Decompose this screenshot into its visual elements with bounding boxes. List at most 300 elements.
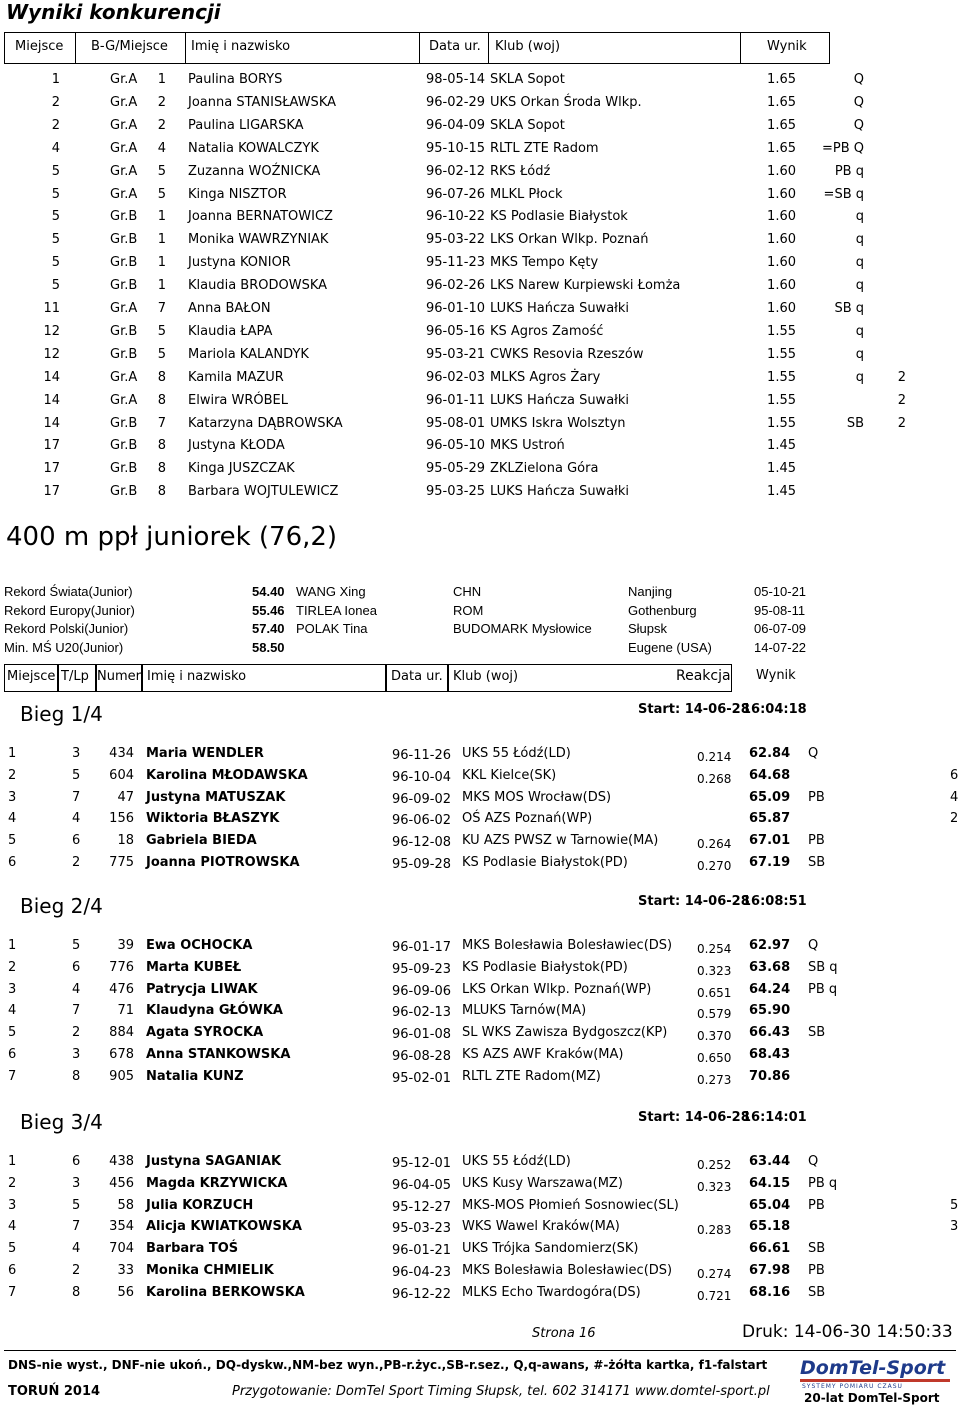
club-cell: LKS Orkan Wlkp. Poznań [490,232,649,248]
group-place-cell: 2 [157,94,166,110]
record-holder: TIRLEA Ionea [296,602,377,618]
record-time: 54.40 [252,584,285,599]
lane-cell: 2 [72,1025,81,1041]
birth-cell: 95-08-01 [426,415,486,431]
group-cell: Gr.A [110,72,138,87]
reaction-cell: 0.323 [697,1179,732,1194]
table-row [0,1241,960,1263]
number-cell: 775 [109,855,134,870]
birth-cell: 95-05-29 [426,461,486,477]
club-cell: KS Podlasie Białystok(PD) [462,855,628,870]
result-cell: 1.45 [767,461,796,477]
record-label: Min. MŚ U20(Junior) [4,639,124,655]
note-cell: Q [808,746,819,761]
reaction-cell: 0.579 [697,1007,732,1022]
place-cell: 4 [8,811,17,827]
group-cell: Gr.A [110,117,138,133]
page-number: Strona 16 [532,1326,596,1341]
name-cell: Magda KRZYWICKA [146,1175,288,1191]
group-place-cell: 1 [157,72,166,87]
col-header-birth-2: Data ur. [386,664,448,692]
heat-title: Bieg 3/4 [20,1110,103,1134]
result-cell: 65.09 [749,789,791,805]
col-header-club: Klub (woj) [495,39,561,54]
reaction-cell: 0.370 [697,1029,732,1044]
note-cell: Q [808,938,819,953]
place-cell: 7 [8,1284,17,1300]
name-cell: Anna STANKOWSKA [146,1047,291,1062]
birth-cell: 96-01-21 [392,1243,452,1259]
place-cell: 5 [8,1025,17,1041]
group-cell: Gr.A [110,140,138,156]
place-cell: 14 [43,369,60,385]
group-place-cell: 8 [157,392,166,408]
table-row [0,1263,960,1285]
place-cell: 4 [51,140,60,156]
result-cell: 64.68 [749,767,791,783]
record-time: 57.40 [252,621,285,637]
group-place-cell: 8 [157,369,166,385]
record-place: Słupsk [628,621,668,637]
group-place-cell: 1 [157,209,166,225]
club-cell: UKS Kusy Warszawa(MZ) [462,1175,623,1191]
birth-cell: 96-12-08 [392,835,452,851]
club-cell: MKS MOS Wrocław(DS) [462,789,612,805]
group-place-cell: 7 [157,301,166,316]
number-cell: 434 [109,746,134,761]
domtel-logo [796,1355,956,1405]
group-cell: Gr.B [110,438,138,454]
result-cell: 62.97 [749,938,791,953]
table-row [0,209,960,231]
club-cell: KKL Kielce(SK) [462,767,557,783]
table-row [0,982,960,1004]
birth-cell: 96-06-02 [392,813,452,829]
result-cell: 1.55 [767,369,796,385]
result-cell: 1.60 [767,232,796,248]
club-cell: MLKL Płock [490,186,563,202]
table-row [0,833,960,855]
table-row [0,72,960,94]
place-cell: 5 [51,163,60,179]
club-cell: LUKS Hańcza Suwałki [490,301,629,316]
birth-cell: 95-12-01 [392,1156,452,1171]
table-row [0,324,960,346]
table-row [0,938,960,960]
result-cell: 62.84 [749,746,791,761]
record-holder: POLAK Tina [296,621,368,637]
reaction-cell: 0.323 [697,963,732,978]
name-cell: Kamila MAZUR [188,369,284,385]
club-cell: KU AZS PWSZ w Tarnowie(MA) [462,833,659,849]
name-cell: Zuzanna WOŹNICKA [188,163,321,179]
result-cell: 1.60 [767,278,796,294]
logo-tagline: 20-lat DomTel-Sport [804,1391,940,1405]
record-date: 95-08-11 [754,602,806,618]
table-row [0,768,960,790]
club-cell: WKS Wawel Kraków(MA) [462,1219,620,1235]
lane-cell: 4 [72,981,81,997]
place-cell: 5 [51,255,60,271]
points-cell: 4 [950,789,959,805]
note-cell: PB [808,833,825,849]
note-cell: Q [853,117,864,133]
record-date: 06-07-09 [754,621,807,637]
number-cell: 18 [117,833,134,849]
name-cell: Kinga NISZTOR [188,186,287,202]
record-place: Eugene (USA) [628,639,712,655]
place-cell: 4 [8,1219,17,1235]
birth-cell: 96-01-11 [426,392,486,408]
number-cell: 156 [109,811,134,827]
group-cell: Gr.A [110,163,138,179]
name-cell: Joanna BERNATOWICZ [188,209,333,225]
legend-text: DNS-nie wyst., DNF-nie ukoń., DQ-dyskw.,NM-bez wyn.,PB-r.życ.,SB-r.sez., Q,q-awans, #-żółta kartka, f1-falstart [8,1358,768,1372]
note-cell: q [855,346,864,362]
name-cell: Klaudia BRODOWSKA [188,278,328,294]
note-cell: q [855,278,864,294]
note-cell: SB [846,415,864,431]
number-cell: 33 [117,1263,134,1278]
note-cell: q [855,232,864,248]
record-row [0,640,960,658]
name-cell: Paulina LIGARSKA [188,117,304,133]
number-cell: 678 [109,1047,134,1062]
city-year: TORUŃ 2014 [8,1384,101,1399]
table-row [0,278,960,300]
record-date: 05-10-21 [754,584,807,599]
number-cell: 39 [117,938,134,953]
place-cell: 5 [8,833,17,849]
club-cell: KS AZS AWF Kraków(MA) [462,1047,624,1062]
place-cell: 1 [8,1154,17,1169]
table-row [0,960,960,982]
result-cell: 1.60 [767,255,796,271]
table-row [0,416,960,438]
note-cell: SB q [808,959,838,975]
table-row [0,370,960,392]
lane-cell: 5 [72,938,81,953]
col-header-place-2: Miejsce [4,664,58,692]
place-cell: 6 [8,1263,17,1278]
table-row [0,1025,960,1047]
group-place-cell: 8 [157,484,166,500]
table-row [0,484,960,506]
result-cell: 68.43 [749,1047,791,1062]
club-cell: MKS-MOS Płomień Sosnowiec(SL) [462,1197,679,1213]
table-row [0,461,960,483]
result-cell: 70.86 [749,1068,791,1084]
group-cell: Gr.B [110,323,138,339]
birth-cell: 96-12-22 [392,1286,452,1302]
group-cell: Gr.A [110,94,138,110]
place-cell: 6 [8,855,17,870]
name-cell: Klaudia ŁAPA [188,323,273,339]
club-cell: LUKS Hańcza Suwałki [490,484,629,500]
table-row [0,118,960,140]
note-cell: =PB Q [821,140,864,156]
place-cell: 11 [43,301,60,316]
place-cell: 14 [43,415,60,431]
name-cell: Anna BAŁON [188,301,271,316]
record-date: 14-07-22 [754,639,807,655]
logo-sub-text: SYSTEMY POMIARU CZASU [802,1383,903,1390]
result-cell: 1.55 [767,323,796,339]
birth-cell: 96-02-12 [426,163,486,179]
table-row [0,1154,960,1176]
club-cell: KS Podlasie Białystok(PD) [462,959,628,975]
name-cell: Barbara TOŚ [146,1241,239,1257]
name-cell: Maria WENDLER [146,746,264,761]
result-cell: 1.55 [767,346,796,362]
name-cell: Karolina BERKOWSKA [146,1284,305,1300]
group-place-cell: 7 [157,415,166,431]
lane-cell: 7 [72,1219,81,1235]
name-cell: Ewa OCHOCKA [146,938,253,953]
birth-cell: 96-02-13 [392,1005,452,1021]
group-cell: Gr.B [110,461,138,477]
note-cell: =SB q [823,186,864,202]
birth-cell: 95-12-27 [392,1199,452,1215]
number-cell: 58 [117,1197,134,1213]
birth-cell: 96-02-29 [426,94,486,110]
name-cell: Julia KORZUCH [146,1197,254,1213]
result-cell: 64.24 [749,981,791,997]
club-cell: MLKS Echo Twardogóra(DS) [462,1284,641,1300]
place-cell: 1 [51,72,60,87]
number-cell: 438 [109,1154,134,1169]
record-club: ROM [453,602,484,618]
result-cell: 65.87 [749,811,791,827]
col-header-group: B-G/Miejsce [91,39,168,54]
name-cell: Wiktoria BŁASZYK [146,811,280,827]
group-cell: Gr.A [110,369,138,385]
name-cell: Gabriela BIEDA [146,833,257,849]
number-cell: 704 [109,1241,134,1257]
number-cell: 604 [109,767,134,783]
result-cell: 67.01 [749,833,791,849]
place-cell: 1 [8,938,17,953]
record-place: Nanjing [628,584,673,599]
birth-cell: 95-10-15 [426,140,486,156]
birth-cell: 96-04-23 [392,1265,452,1280]
result-cell: 1.55 [767,415,796,431]
group-cell: Gr.A [110,392,138,408]
reaction-cell: 0.283 [697,1223,732,1238]
lane-cell: 5 [72,1197,81,1213]
group-place-cell: 4 [157,140,166,156]
lane-cell: 2 [72,855,81,870]
name-cell: Justyna SAGANIAK [146,1154,282,1169]
lane-cell: 3 [72,1175,81,1191]
record-label: Rekord Świata(Junior) [4,584,133,599]
birth-cell: 95-03-21 [426,346,486,362]
club-cell: KS Agros Zamość [490,323,604,339]
extra-cell: 2 [897,415,906,431]
name-cell: Marta KUBEŁ [146,959,242,975]
col-header-lane: T/Lp [58,664,96,692]
place-cell: 12 [43,323,60,339]
record-row [0,584,960,602]
table-row [0,438,960,460]
place-cell: 12 [43,346,60,362]
group-cell: Gr.B [110,346,138,362]
heat-start-time: 16:08:51 [742,894,807,909]
name-cell: Elwira WRÓBEL [188,392,289,408]
group-place-cell: 1 [157,232,166,248]
group-cell: Gr.B [110,415,138,431]
club-cell: UKS Orkan Środa Wlkp. [490,94,642,110]
birth-cell: 96-01-08 [392,1027,452,1043]
birth-cell: 96-11-26 [392,748,452,763]
number-cell: 71 [117,1003,134,1019]
birth-cell: 96-02-26 [426,278,486,294]
result-cell: 67.98 [749,1263,791,1278]
group-place-cell: 5 [157,323,166,339]
place-cell: 17 [43,461,60,477]
club-cell: MLUKS Tarnów(MA) [462,1003,587,1019]
birth-cell: 96-04-09 [426,117,486,133]
club-cell: MKS Ustroń [490,438,565,454]
group-cell: Gr.B [110,484,138,500]
reaction-cell: 0.264 [697,837,732,852]
col-header-place: Miejsce [15,39,64,54]
group-place-cell: 8 [157,461,166,477]
note-cell: PB [808,1197,825,1213]
club-cell: LUKS Hańcza Suwałki [490,392,629,408]
record-club: BUDOMARK Mysłowice [453,621,592,637]
club-cell: RKS Łódź [490,163,551,179]
prepared-by: Przygotowanie: DomTel Sport Timing Słupsk, tel. 602 314171 www.domtel-sport.pl [232,1384,770,1399]
place-cell: 2 [8,1175,17,1191]
table-row [0,1176,960,1198]
place-cell: 17 [43,484,60,500]
name-cell: Monika CHMIELIK [146,1263,274,1278]
place-cell: 5 [51,232,60,248]
reaction-cell: 0.214 [697,750,732,764]
club-cell: KS Podlasie Białystok [490,209,628,225]
group-cell: Gr.B [110,278,138,294]
note-cell: Q [808,1154,819,1169]
club-cell: OŚ AZS Poznań(WP) [462,811,593,827]
note-cell: PB q [808,981,838,997]
club-cell: UKS Trójka Sandomierz(SK) [462,1241,639,1257]
birth-cell: 95-02-01 [392,1070,452,1086]
place-cell: 5 [51,186,60,202]
birth-cell: 96-01-10 [426,301,486,316]
result-cell: 1.65 [767,94,796,110]
result-cell: 1.45 [767,438,796,454]
table-row [0,393,960,415]
club-cell: MKS Bolesławia Bolesławiec(DS) [462,1263,673,1278]
table-row [0,1198,960,1220]
name-cell: Klaudyna GŁÓWKA [146,1003,283,1019]
table-row [0,790,960,812]
reaction-cell: 0.252 [697,1158,732,1172]
note-cell: PB q [808,1175,838,1191]
table-row [0,1003,960,1025]
birth-cell: 96-10-22 [426,209,486,225]
result-cell: 65.90 [749,1003,791,1019]
note-cell: q [855,369,864,385]
lane-cell: 6 [72,959,81,975]
club-cell: UKS 55 Łódź(LD) [462,746,571,761]
birth-cell: 95-11-23 [426,255,486,271]
lane-cell: 4 [72,811,81,827]
place-cell: 14 [43,392,60,408]
group-place-cell: 5 [157,346,166,362]
lane-cell: 3 [72,1047,81,1062]
note-cell: SB q [834,301,864,316]
footer-divider [4,1350,956,1351]
table-row [0,95,960,117]
club-cell: CWKS Resovia Rzeszów [490,346,644,362]
number-cell: 905 [109,1068,134,1084]
club-cell: SL WKS Zawisza Bydgoszcz(KP) [462,1025,668,1041]
result-cell: 66.61 [749,1241,791,1257]
group-cell: Gr.B [110,255,138,271]
result-cell: 1.65 [767,72,796,87]
group-place-cell: 1 [157,255,166,271]
print-date: Druk: 14-06-30 14:50:33 [742,1322,953,1342]
name-cell: Joanna PIOTROWSKA [146,855,300,870]
name-cell: Natalia KUNZ [146,1068,244,1084]
birth-cell: 95-09-28 [392,857,452,872]
number-cell: 476 [109,981,134,997]
group-place-cell: 8 [157,438,166,454]
result-cell: 68.16 [749,1284,791,1300]
col-header-name: Imię i nazwisko [191,39,291,54]
note-cell: SB [808,855,826,870]
result-cell: 1.65 [767,117,796,133]
record-time: 58.50 [252,639,285,655]
points-cell: 6 [950,767,959,783]
result-cell: 1.60 [767,186,796,202]
table-row [0,141,960,163]
name-cell: Justyna KŁODA [188,438,285,454]
place-cell: 6 [8,1047,17,1062]
name-cell: Monika WAWRZYNIAK [188,232,329,248]
result-cell: 63.44 [749,1154,791,1169]
place-cell: 7 [8,1068,17,1084]
group-place-cell: 2 [157,117,166,133]
lane-cell: 6 [72,833,81,849]
result-cell: 66.43 [749,1025,791,1041]
place-cell: 3 [8,789,17,805]
col-header-birth: Data ur. [429,39,481,54]
note-cell: Q [853,94,864,110]
record-place: Gothenburg [628,602,697,618]
birth-cell: 96-09-02 [392,791,452,807]
place-cell: 2 [51,117,60,133]
table-row [0,811,960,833]
birth-cell: 96-04-05 [392,1177,452,1193]
table-row [0,1047,960,1069]
place-cell: 17 [43,438,60,454]
name-cell: Joanna STANISŁAWSKA [188,94,337,110]
logo-stripe [800,1379,950,1382]
heat-title: Bieg 1/4 [20,702,103,726]
club-cell: MLKS Agros Żary [490,369,601,385]
name-cell: Natalia KOWALCZYK [188,140,319,156]
note-cell: q [855,255,864,271]
place-cell: 1 [8,746,17,761]
place-cell: 2 [51,94,60,110]
club-cell: SKLA Sopot [490,72,565,87]
table-row [0,1069,960,1091]
place-cell: 3 [8,981,17,997]
table-row [0,187,960,209]
